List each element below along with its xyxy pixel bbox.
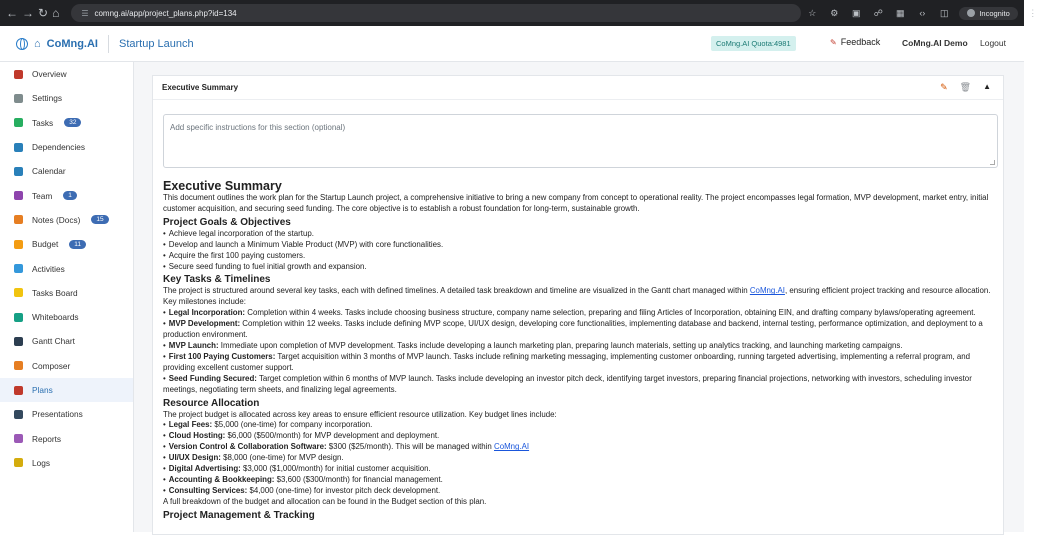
- item-text: $4,000 (one-time) for investor pitch deck development.: [247, 485, 441, 495]
- list-item: [163, 453, 998, 464]
- goals-list: [163, 229, 998, 273]
- gear-icon: [14, 94, 23, 103]
- forward-icon[interactable]: →: [22, 6, 34, 20]
- list-item: [163, 352, 998, 374]
- sidebar-item-dependencies[interactable]: [0, 135, 133, 159]
- extension-icon[interactable]: ⚙: [830, 7, 839, 18]
- incognito-label: Incognito: [979, 8, 1010, 18]
- tasks-list: [163, 308, 998, 395]
- sidebar-item-label: Tasks Board: [32, 287, 78, 298]
- reload-icon[interactable]: ↻: [38, 6, 49, 20]
- tasks-intro: [163, 286, 998, 308]
- menu-kebab-icon[interactable]: ⋮: [1028, 7, 1038, 18]
- quota-badge: CoMng.AI Quota:4981: [711, 36, 796, 51]
- item-name: UI/UX Design:: [168, 453, 221, 463]
- sidebar-item-reports[interactable]: [0, 426, 133, 450]
- site-info-icon[interactable]: ☰: [81, 8, 89, 18]
- compose-icon: [14, 361, 23, 370]
- item-text: Immediate upon completion of MVP development. Tasks include developing a launch marketing plan, preparing launch materials, setting up analytics tracking, and launching marketing campaigns.: [218, 340, 903, 350]
- collapse-caret-icon[interactable]: ▲: [983, 82, 991, 91]
- address-bar[interactable]: [71, 4, 801, 22]
- count-badge: 32: [64, 118, 81, 127]
- list-item: [163, 341, 998, 352]
- count-badge: 11: [69, 240, 86, 249]
- tasks-heading: Key Tasks & Timelines: [163, 274, 271, 286]
- sidebar-item-label: Plans: [32, 385, 53, 395]
- extension-icon[interactable]: ▦: [896, 7, 905, 18]
- instructions-textarea[interactable]: [163, 114, 998, 168]
- sidebar-item-label: Reports: [32, 433, 62, 444]
- comng-link[interactable]: CoMng.AI: [494, 442, 530, 452]
- back-icon[interactable]: ←: [6, 6, 18, 20]
- item-name: Cloud Hosting:: [168, 431, 226, 441]
- list-item: [163, 420, 998, 431]
- feedback-icon: ✎: [830, 37, 837, 47]
- resize-handle-icon[interactable]: [990, 160, 995, 165]
- globe-icon: [16, 38, 28, 50]
- user-name[interactable]: CoMng.AI Demo: [902, 38, 968, 48]
- sidebar-item-tasks-board[interactable]: [0, 281, 133, 305]
- sidebar-item-settings[interactable]: [0, 86, 133, 110]
- resources-heading: Resource Allocation: [163, 397, 260, 409]
- sidebar-item-label: Settings: [32, 93, 62, 104]
- item-name: Accounting & Bookkeeping:: [168, 474, 275, 484]
- notes-icon: [14, 215, 23, 224]
- sidebar-item-team[interactable]: [0, 183, 133, 207]
- sidebar-item-label: Whiteboards: [32, 312, 79, 323]
- sidebar-item-budget[interactable]: [0, 232, 133, 256]
- item-name: Version Control & Collaboration Software:: [168, 442, 327, 452]
- feedback-label: Feedback: [840, 37, 881, 47]
- trash-icon[interactable]: 🗑: [959, 82, 972, 92]
- calendar-icon: [14, 167, 23, 176]
- count-badge: 1: [63, 191, 77, 200]
- sidebar-item-notes-docs[interactable]: [0, 208, 133, 232]
- sidebar-item-label: Budget: [32, 239, 59, 250]
- overview-icon: [14, 70, 23, 79]
- brand[interactable]: [16, 38, 98, 50]
- bookmark-star-icon[interactable]: ☆: [808, 7, 817, 18]
- goals-heading: Project Goals & Objectives: [163, 216, 291, 228]
- item-text: $5,000 (one-time) for company incorporation.: [212, 420, 373, 430]
- sidebar-item-label: Gantt Chart: [32, 336, 75, 347]
- tasks-intro-text: The project is structured around several key tasks, each with defined timelines. A detailed task breakdown and timeline are visualized in the Gantt chart managed within: [163, 286, 750, 296]
- sidebar-item-overview[interactable]: [0, 62, 133, 86]
- item-name: Legal Fees:: [168, 420, 213, 430]
- whiteboard-icon: [14, 313, 23, 322]
- list-item: • Achieve legal incorporation of the startup.: [163, 229, 998, 240]
- feedback-link[interactable]: [830, 37, 880, 47]
- item-name: First 100 Paying Customers:: [168, 351, 276, 361]
- doc-heading: Executive Summary: [163, 179, 282, 193]
- item-text: Target acquisition within 3 months of MVP launch. Tasks include refining marketing messaging, implementing customer onboarding, running targeted advertising, implementing a referral program, and providing excellent customer support.: [163, 351, 971, 372]
- instructions-placeholder: Add specific instructions for this section (optional): [170, 123, 346, 132]
- sidebar-item-presentations[interactable]: [0, 402, 133, 426]
- sidebar-item-logs[interactable]: [0, 451, 133, 475]
- section-title: Executive Summary: [162, 83, 239, 92]
- sidebar-item-label: Dependencies: [32, 142, 86, 153]
- section-header[interactable]: [153, 76, 1003, 100]
- link-icon: [14, 143, 23, 152]
- list-item: • Secure seed funding to fuel initial growth and expansion.: [163, 262, 998, 273]
- extension-icon[interactable]: ▣: [852, 7, 861, 18]
- sidebar-item-label: Notes (Docs): [32, 214, 81, 225]
- item-text: $300 ($25/month). This will be managed within: [326, 442, 494, 452]
- sidebar-item-label: Logs: [32, 457, 50, 468]
- list-item: • Develop and launch a Minimum Viable Product (MVP) with core functionalities.: [163, 240, 998, 251]
- budget-footer: A full breakdown of the budget and allocation can be found in the Budget section of this plan.: [163, 496, 487, 506]
- incognito-indicator[interactable]: [959, 7, 1017, 20]
- list-item: [163, 431, 998, 442]
- item-name: Digital Advertising:: [168, 464, 241, 474]
- team-icon: [14, 191, 23, 200]
- sidebar-item-label: Calendar: [32, 166, 66, 177]
- sidebar-item-label: Presentations: [32, 409, 83, 420]
- sidebar-item-gantt-chart[interactable]: [0, 329, 133, 353]
- item-name: MVP Launch:: [168, 340, 219, 350]
- devtools-icon[interactable]: ‹›: [919, 8, 926, 18]
- gantt-icon: [14, 337, 23, 346]
- edit-pencil-icon[interactable]: ✎: [940, 82, 948, 92]
- presentation-icon: [14, 410, 23, 419]
- extension-icon[interactable]: ☍: [873, 7, 883, 18]
- sidebar: [0, 62, 134, 532]
- money-icon: [14, 240, 23, 249]
- item-name: Legal Incorporation:: [168, 308, 246, 318]
- budget-list: [163, 420, 998, 496]
- logout-link[interactable]: Logout: [980, 38, 1006, 48]
- incognito-icon: [967, 9, 975, 17]
- item-name: MVP Development:: [168, 319, 241, 329]
- sidepanel-icon[interactable]: ◫: [940, 7, 949, 18]
- item-text: Target completion within 6 months of MVP launch. Tasks include developing an investor pitch deck, identifying target investors, preparing financial projections, networking with investors, scheduling investor meetings, negotiating term sheets, and finalizing legal agreements.: [163, 373, 972, 394]
- check-icon: [14, 118, 23, 127]
- list-item: [163, 319, 998, 341]
- logs-icon: [14, 458, 23, 467]
- item-text: $6,000 ($500/month) for MVP development and deployment.: [225, 431, 440, 441]
- app-header: [0, 26, 1024, 62]
- sidebar-item-composer[interactable]: [0, 354, 133, 378]
- sidebar-item-label: Overview: [32, 69, 67, 80]
- item-name: Consulting Services:: [168, 485, 248, 495]
- list-item: • Acquire the first 100 paying customers.: [163, 251, 998, 262]
- section-card: [152, 75, 1004, 535]
- sidebar-item-activities[interactable]: [0, 256, 133, 280]
- sidebar-item-whiteboards[interactable]: [0, 305, 133, 329]
- item-text: $3,600 ($300/month) for financial management.: [274, 474, 443, 484]
- item-text: Completion within 12 weeks. Tasks include defining MVP scope, UI/UX design, developing core functionalities, implementing database and backend, internal testing, performance optimization, and deployment to a production environment.: [163, 319, 983, 340]
- next-heading: Project Management & Tracking: [163, 509, 315, 521]
- main-content: [134, 62, 1024, 532]
- project-title[interactable]: Startup Launch: [118, 37, 194, 50]
- list-item: [163, 486, 998, 497]
- sidebar-item-label: Team: [32, 190, 53, 201]
- chart-icon: [14, 264, 23, 273]
- browser-toolbar: [0, 0, 1038, 26]
- list-item: [163, 464, 998, 475]
- tasks-intro-text: , ensuring efficient project tracking and resource allocation. Key milestones include:: [163, 286, 991, 307]
- list-item: [163, 442, 998, 453]
- list-item: [163, 475, 998, 486]
- sidebar-item-label: Activities: [32, 263, 65, 274]
- count-badge: 15: [91, 215, 108, 224]
- resources-intro: The project budget is allocated across key areas to ensure efficient resource utilization. Key budget lines include:: [163, 409, 557, 419]
- brand-name: CoMng.AI: [46, 37, 98, 50]
- sidebar-item-plans[interactable]: [0, 378, 133, 402]
- divider: [108, 35, 109, 53]
- doc-intro: This document outlines the work plan for the Startup Launch project, a comprehensive initiative to bring a new company from concept to operational reality. The project encompasses legal formation, MVP development, market entry, initial customer acquisition, and securing seed funding. The core objective is to establish a robust foundation for long-term, sustainable growth.: [163, 193, 989, 213]
- sidebar-item-tasks[interactable]: [0, 111, 133, 135]
- sidebar-item-label: Composer: [32, 360, 71, 371]
- item-text: $3,000 ($1,000/month) for initial customer acquisition.: [240, 464, 431, 474]
- item-text: Completion within 4 weeks. Tasks include choosing business structure, company name selection, preparing and filing Articles of Incorporation, obtaining EIN, and drafting company bylaws/operating agreement.: [245, 308, 976, 318]
- plans-icon: [14, 386, 23, 395]
- generated-document: [163, 179, 998, 522]
- sidebar-item-calendar[interactable]: [0, 159, 133, 183]
- home-icon[interactable]: ⌂: [52, 6, 60, 20]
- list-item: [163, 308, 998, 319]
- sidebar-item-label: Tasks: [32, 117, 54, 128]
- item-name: Seed Funding Secured:: [168, 373, 257, 383]
- item-text: $8,000 (one-time) for MVP design.: [220, 453, 344, 463]
- comng-link[interactable]: CoMng.AI: [749, 286, 785, 296]
- reports-icon: [14, 434, 23, 443]
- home-icon: ⌂: [34, 37, 41, 50]
- list-item: [163, 374, 998, 396]
- url-text: comng.ai/app/project_plans.php?id=134: [94, 8, 237, 18]
- board-icon: [14, 288, 23, 297]
